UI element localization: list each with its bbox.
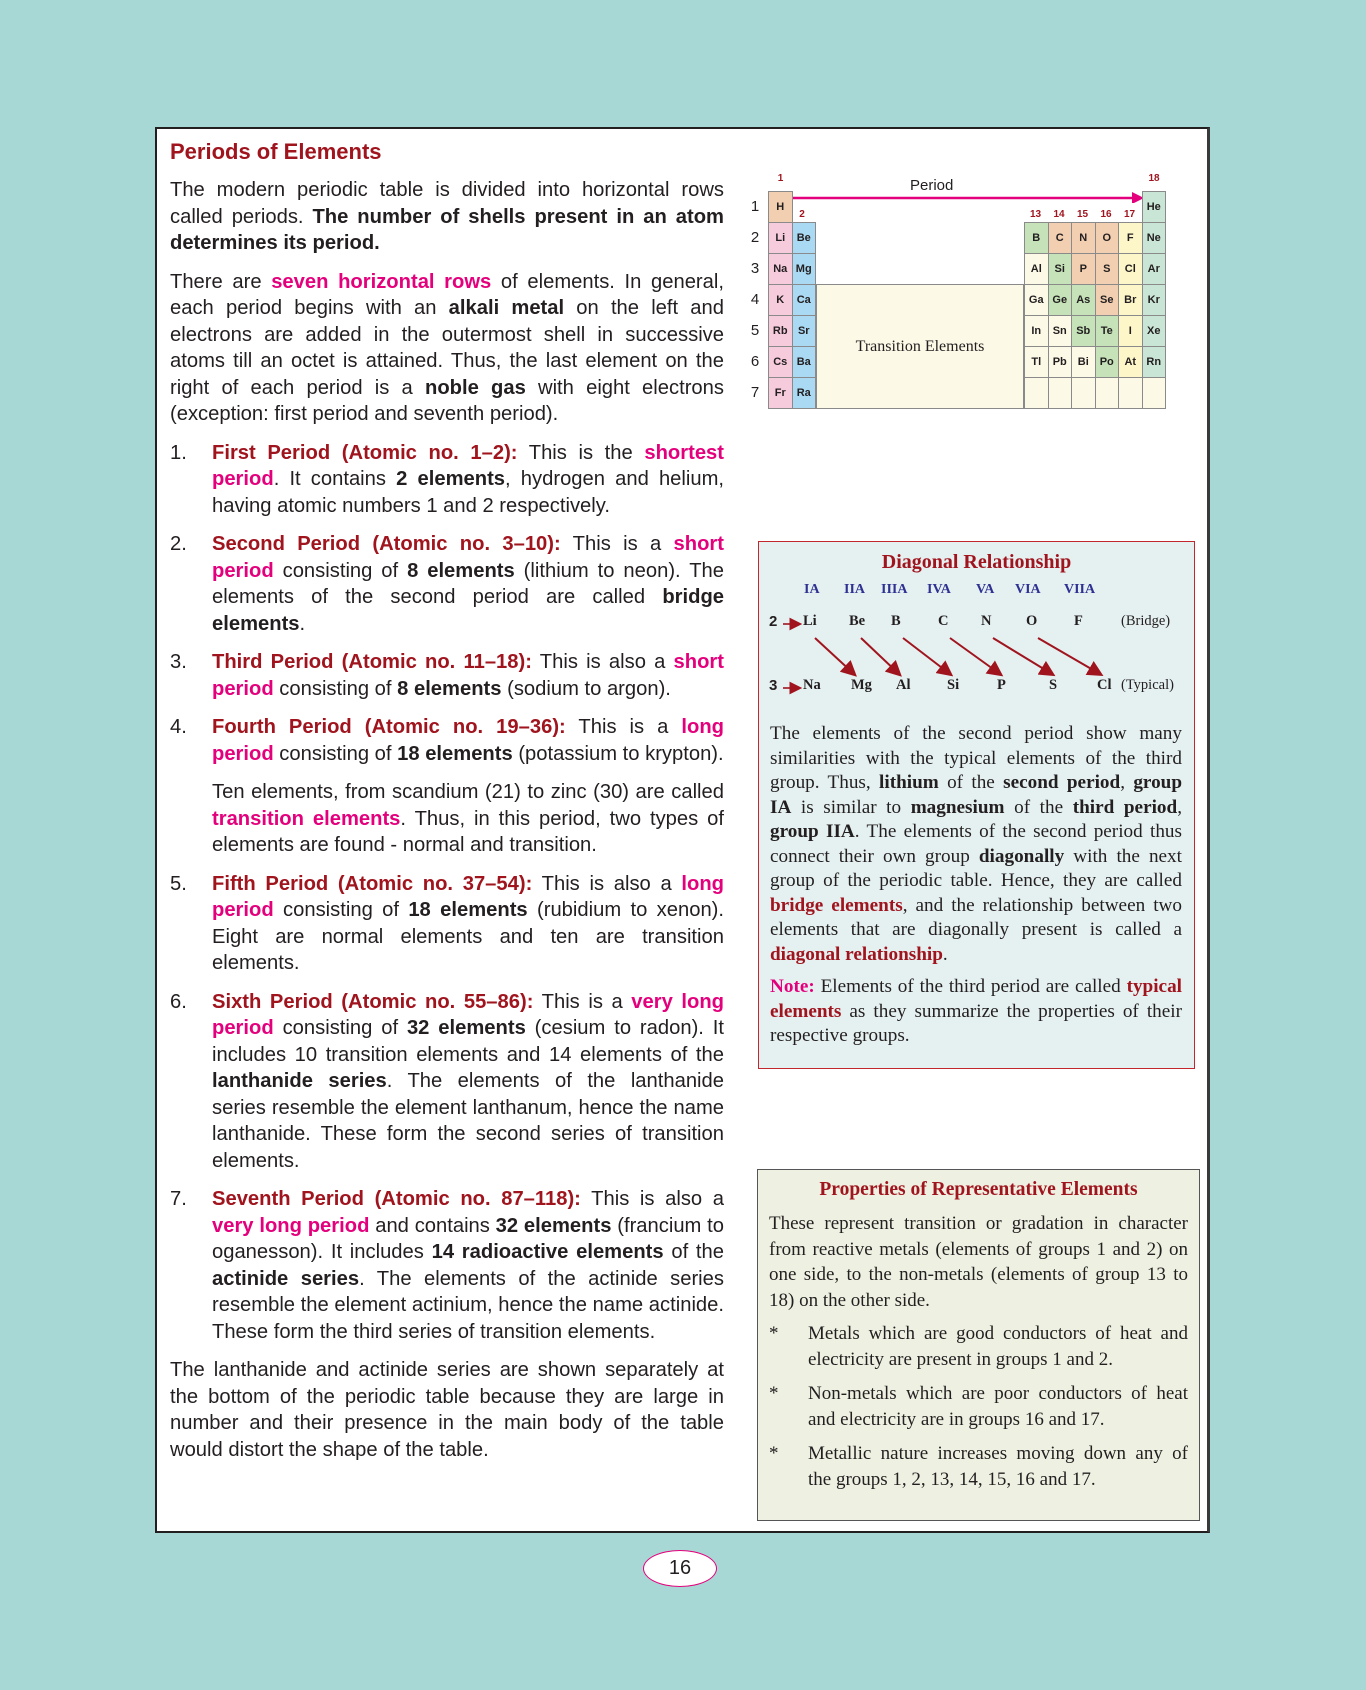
element-cell-te: Te xyxy=(1095,315,1120,347)
bridge-element-o: O xyxy=(1026,613,1038,629)
emphasis-text: diagonal relationship xyxy=(770,943,943,965)
element-cell-empty xyxy=(1142,377,1167,409)
text-run: is similar to xyxy=(791,796,911,818)
properties-list-item xyxy=(769,1381,1188,1432)
emphasis-text: 8 elements xyxy=(407,559,515,582)
emphasis-text: noble gas xyxy=(424,376,526,399)
properties-list-item xyxy=(769,1441,1188,1492)
diagonal-relationship-box xyxy=(758,541,1195,1069)
bridge-element-li: Li xyxy=(803,613,817,629)
emphasis-text: 32 elements xyxy=(406,1017,526,1039)
period-number-label: 4 xyxy=(750,291,760,308)
period-item-6 xyxy=(170,989,724,1175)
group-label: 15 xyxy=(1076,209,1089,220)
element-cell-sb: Sb xyxy=(1071,315,1096,347)
emphasis-text: Fifth Period (Atomic no. 37–54): xyxy=(212,872,533,895)
element-cell-b: B xyxy=(1024,222,1049,254)
text-run: The elements of the second period show many similarities with the typical elements of the third group. Thus, xyxy=(770,723,1182,793)
properties-list-item xyxy=(769,1321,1188,1372)
properties-box xyxy=(757,1169,1200,1521)
element-cell-cs: Cs xyxy=(768,346,793,378)
emphasis-text: diagonally xyxy=(978,845,1065,867)
text-run: of the xyxy=(938,772,1004,793)
element-cell-xe: Xe xyxy=(1142,315,1167,347)
element-cell-li: Li xyxy=(768,222,793,254)
emphasis-text: typical elements xyxy=(770,976,1182,1022)
element-cell-pb: Pb xyxy=(1048,346,1073,378)
element-cell-at: At xyxy=(1118,346,1143,378)
bullet-text: Metals which are good conductors of heat and electricity are present in groups 1 and 2. xyxy=(808,1323,1188,1370)
intro-paragraph-2 xyxy=(170,269,724,428)
typical-element-si: Si xyxy=(947,677,960,693)
emphasis-text: bridge elements xyxy=(212,586,724,635)
period-number-label: 5 xyxy=(750,322,760,339)
typical-element-al: Al xyxy=(896,677,911,693)
text-run: . xyxy=(942,943,948,965)
element-cell-kr: Kr xyxy=(1142,284,1167,316)
emphasis-text: Note: xyxy=(770,976,815,997)
emphasis-text: Fourth Period (Atomic no. 19–36): xyxy=(212,716,566,738)
text-run: This is a xyxy=(560,533,674,555)
element-cell-empty xyxy=(1024,377,1049,409)
group-label: 18 xyxy=(1148,173,1160,184)
text-run: Elements of the third period are called xyxy=(814,976,1127,997)
period-text xyxy=(212,991,724,1172)
bridge-element-n: N xyxy=(981,613,992,629)
diagonal-arrow-icon xyxy=(815,638,854,674)
diagonal-arrow-icon xyxy=(950,638,1000,674)
text-run: (lithium to neon). The elements of the second period are called xyxy=(212,559,724,608)
element-cell-o: O xyxy=(1095,222,1120,254)
bridge-tag: (Bridge) xyxy=(1121,613,1171,629)
periodic-table-diagram xyxy=(750,173,1210,463)
emphasis-text: 8 elements xyxy=(397,677,502,700)
typical-element-p: P xyxy=(997,677,1006,693)
text-run: consisting of xyxy=(273,742,398,765)
text-run: , xyxy=(1177,796,1182,818)
element-cell-ca: Ca xyxy=(792,284,817,316)
text-run: with the next group of the periodic table. Hence, they are called xyxy=(770,845,1182,891)
text-run: . Thus, in this period, two types of elements are found - normal and transition. xyxy=(212,807,724,856)
element-cell-in: In xyxy=(1024,315,1049,347)
text-run: This is also a xyxy=(580,1188,724,1210)
emphasis-text: shortest period xyxy=(212,441,724,490)
emphasis-text: alkali metal xyxy=(448,297,565,319)
text-run: . The elements of the lanthanide series resemble the element lanthanum, hence the name lanthanide. These form the second series of transition elements. xyxy=(212,1070,724,1172)
diagonal-arrow-icon xyxy=(903,638,950,674)
properties-box-title: Properties of Representative Elements xyxy=(819,1179,1138,1200)
diagonal-box-title: Diagonal Relationship xyxy=(881,551,1072,573)
group-label: 17 xyxy=(1123,209,1136,220)
emphasis-text: group IA xyxy=(770,772,1183,818)
text-run: consisting of xyxy=(273,559,408,582)
diagonal-note xyxy=(770,975,1182,1049)
element-cell-n: N xyxy=(1071,222,1096,254)
period-text xyxy=(212,1188,724,1343)
element-cell-s: S xyxy=(1095,253,1120,285)
group-label: 2 xyxy=(799,209,805,220)
bridge-element-be: Be xyxy=(849,613,866,629)
element-cell-ge: Ge xyxy=(1048,284,1073,316)
group-roman-label: IA xyxy=(804,582,820,597)
emphasis-text: 32 elements xyxy=(495,1214,612,1237)
element-cell-se: Se xyxy=(1095,284,1120,316)
list-number: 3. xyxy=(170,651,187,673)
element-cell-ba: Ba xyxy=(792,346,817,378)
element-cell-rn: Rn xyxy=(1142,346,1167,378)
emphasis-text: seven horizontal rows xyxy=(271,270,492,293)
transition-elements-block: Transition Elements xyxy=(816,284,1024,409)
element-cell-br: Br xyxy=(1118,284,1143,316)
emphasis-text: First Period (Atomic no. 1–2): xyxy=(212,441,518,464)
bridge-element-b: B xyxy=(891,613,901,629)
typical-element-na: Na xyxy=(803,677,821,693)
text-run: . The elements of the actinide series resemble the element actinium, hence the name actinide. These form the third series of transition elements. xyxy=(212,1267,724,1343)
page-number: 16 xyxy=(643,1550,717,1587)
emphasis-text: short period xyxy=(212,533,725,582)
text-run: This is the xyxy=(517,441,645,464)
diagonal-relationship-diagram xyxy=(759,576,1194,716)
emphasis-text: Seventh Period (Atomic no. 87–118): xyxy=(212,1188,581,1210)
list-number: 2. xyxy=(170,533,187,555)
group-roman-label: IIA xyxy=(844,582,866,597)
emphasis-text: 18 elements xyxy=(408,899,528,921)
text-run: consisting of xyxy=(273,1017,407,1039)
left-column xyxy=(170,137,724,1475)
element-cell-empty xyxy=(1071,377,1096,409)
period-3-label: 3 xyxy=(769,677,778,694)
group-roman-label: VIIA xyxy=(1064,582,1096,597)
list-number: 7. xyxy=(170,1188,187,1210)
typical-element-mg: Mg xyxy=(851,677,872,693)
text-run: This is a xyxy=(533,990,632,1013)
text-run: of elements. In general, each period begins with an xyxy=(170,270,724,319)
text-run: , and the relationship between two elements that are diagonally present is called a xyxy=(770,894,1182,940)
period-subparagraph xyxy=(212,779,724,859)
period-number-label: 2 xyxy=(750,229,760,246)
element-cell-sr: Sr xyxy=(792,315,817,347)
period-axis-label: Period xyxy=(910,177,954,194)
bullet-text: Non-metals which are poor conductors of heat and electricity are in groups 16 and 17. xyxy=(808,1383,1188,1430)
text-run: This is a xyxy=(565,716,682,738)
text-run: on the left and electrons are added in the outermost shell in successive atoms till an octet is attained. Thus, the last element on the right of each period is a xyxy=(170,297,724,399)
emphasis-text: long period xyxy=(212,872,725,921)
text-run: of the xyxy=(1004,796,1073,818)
diagonal-arrow-icon xyxy=(861,638,899,674)
asterisk-bullet-icon: * xyxy=(769,1383,779,1404)
emphasis-text: actinide series xyxy=(212,1267,360,1290)
text-run: as they summarize the properties of their respective groups. xyxy=(770,1000,1182,1046)
group-label: 14 xyxy=(1053,209,1065,220)
text-run: (francium to oganesson). It includes xyxy=(212,1214,725,1263)
properties-list xyxy=(758,1321,1199,1492)
emphasis-text: lithium xyxy=(879,772,939,793)
element-cell-as: As xyxy=(1071,284,1096,316)
text-run: Ten elements, from scandium (21) to zinc (30) are called xyxy=(212,781,724,803)
element-cell-al: Al xyxy=(1024,253,1049,285)
text-run: This is also a xyxy=(532,872,682,895)
asterisk-bullet-icon: * xyxy=(769,1443,779,1464)
group-roman-label: IIIA xyxy=(881,582,908,597)
emphasis-text: magnesium xyxy=(910,796,1005,818)
properties-intro: These represent transition or gradation in character from reactive metals (elements of groups 1 and 2) on one side, to the non-metals (elements of group 13 to 18) on the other side. xyxy=(769,1213,1188,1311)
element-cell-he: He xyxy=(1142,191,1167,223)
closing-paragraph: The lanthanide and actinide series are shown separately at the bottom of the periodic table because they are large in number and their presence in the main body of the table would distort the shape of the table. xyxy=(170,1359,724,1461)
text-run: and contains xyxy=(369,1214,496,1237)
element-cell-na: Na xyxy=(768,253,793,285)
element-cell-empty xyxy=(1118,377,1143,409)
element-cell-rb: Rb xyxy=(768,315,793,347)
bridge-element-f: F xyxy=(1074,613,1083,629)
element-cell-ne: Ne xyxy=(1142,222,1167,254)
period-item-4 xyxy=(170,714,724,859)
emphasis-text: bridge elements xyxy=(770,894,903,916)
element-cell-c: C xyxy=(1048,222,1073,254)
diagonal-paragraph xyxy=(770,722,1182,967)
text-run: (cesium to radon). It includes 10 transition elements and 14 elements of the xyxy=(212,1017,724,1066)
emphasis-text: Second Period (Atomic no. 3–10): xyxy=(212,533,561,555)
emphasis-text: The number of shells present in an atom determines its period. xyxy=(170,205,724,254)
element-cell-ra: Ra xyxy=(792,377,817,409)
element-cell-i: I xyxy=(1118,315,1143,347)
typical-element-cl: Cl xyxy=(1097,677,1112,693)
list-number: 1. xyxy=(170,441,187,464)
group-roman-label: VA xyxy=(976,582,995,597)
period-number-label: 6 xyxy=(750,353,760,370)
typical-element-s: S xyxy=(1049,677,1058,693)
list-number: 5. xyxy=(170,872,187,895)
text-run: This is also a xyxy=(531,651,674,673)
element-cell-ar: Ar xyxy=(1142,253,1167,285)
emphasis-text: very long period xyxy=(212,990,725,1039)
text-run: with eight electrons (exception: first period and seventh period). xyxy=(170,376,724,425)
element-cell-be: Be xyxy=(792,222,817,254)
element-cell-empty xyxy=(1048,377,1073,409)
emphasis-text: Third Period (Atomic no. 11–18): xyxy=(212,651,532,673)
intro-paragraph-1 xyxy=(170,177,724,257)
emphasis-text: second period xyxy=(1003,772,1121,793)
emphasis-text: 18 elements xyxy=(397,742,513,765)
emphasis-text: long period xyxy=(212,716,724,765)
text-run: consisting of xyxy=(273,677,398,700)
diagonal-arrow-icon xyxy=(1038,638,1100,674)
text-run: . The elements of the second period thus connect their own group xyxy=(770,821,1182,867)
diagonal-arrow-icon xyxy=(993,638,1052,674)
page-frame xyxy=(155,127,1210,1533)
period-text xyxy=(212,533,724,635)
element-cell-p: P xyxy=(1071,253,1096,285)
group-label: 1 xyxy=(777,173,784,184)
period-text xyxy=(212,651,724,700)
element-cell-fr: Fr xyxy=(768,377,793,409)
text-run: (sodium to argon). xyxy=(501,677,671,700)
emphasis-text: transition elements xyxy=(212,807,401,830)
element-cell-si: Si xyxy=(1048,253,1073,285)
element-cell-sn: Sn xyxy=(1048,315,1073,347)
text-run: . xyxy=(299,612,306,635)
period-2-label: 2 xyxy=(769,613,778,630)
period-item-1 xyxy=(170,440,724,520)
emphasis-text: group IIA xyxy=(770,821,855,842)
asterisk-bullet-icon: * xyxy=(769,1323,779,1344)
group-roman-label: VIA xyxy=(1015,582,1041,597)
text-run: (rubidium to xenon). Eight are normal elements and ten are transition elements. xyxy=(212,899,724,974)
period-text xyxy=(212,442,724,517)
element-cell-k: K xyxy=(768,284,793,316)
group-label: 13 xyxy=(1029,209,1042,220)
period-text xyxy=(212,716,724,765)
emphasis-text: short period xyxy=(212,651,725,700)
text-run: , xyxy=(1120,772,1134,793)
element-cell-h: H xyxy=(768,191,793,223)
list-number: 6. xyxy=(170,990,187,1013)
list-number: 4. xyxy=(170,716,187,738)
section-title: Periods of Elements xyxy=(170,139,382,164)
element-cell-po: Po xyxy=(1095,346,1120,378)
text-run: of the xyxy=(663,1241,724,1263)
period-item-3 xyxy=(170,649,724,702)
text-run: The modern periodic table is divided into horizontal rows called periods. xyxy=(170,179,724,228)
period-number-label: 7 xyxy=(750,384,760,401)
period-item-5 xyxy=(170,871,724,977)
element-cell-tl: Tl xyxy=(1024,346,1049,378)
text-run: , hydrogen and helium, having atomic numbers 1 and 2 respectively. xyxy=(212,468,725,517)
typical-tag: (Typical) xyxy=(1121,677,1174,693)
periods-list xyxy=(170,440,724,1346)
emphasis-text: 14 radioactive elements xyxy=(431,1241,664,1263)
text-run: . It contains xyxy=(273,468,397,490)
period-number-label: 1 xyxy=(750,198,760,215)
emphasis-text: very long period xyxy=(212,1214,370,1237)
emphasis-text: third period xyxy=(1072,796,1178,818)
diagonal-box-body xyxy=(759,722,1194,1049)
period-item-2 xyxy=(170,531,724,637)
text-run: (potassium to krypton). xyxy=(512,742,724,765)
element-cell-bi: Bi xyxy=(1071,346,1096,378)
element-cell-f: F xyxy=(1118,222,1143,254)
emphasis-text: 2 elements xyxy=(396,468,506,490)
bullet-text: Metallic nature increases moving down any of the groups 1, 2, 13, 14, 15, 16 and 17. xyxy=(808,1443,1188,1490)
text-run: consisting of xyxy=(273,899,409,921)
element-cell-mg: Mg xyxy=(792,253,817,285)
period-number-label: 3 xyxy=(750,260,760,277)
element-cell-cl: Cl xyxy=(1118,253,1143,285)
bridge-element-c: C xyxy=(938,613,949,629)
period-item-7 xyxy=(170,1186,724,1345)
element-cell-ga: Ga xyxy=(1024,284,1049,316)
group-label: 16 xyxy=(1100,209,1112,220)
element-cell-empty xyxy=(1095,377,1120,409)
emphasis-text: lanthanide series xyxy=(212,1070,387,1092)
group-roman-label: IVA xyxy=(927,582,951,597)
period-text xyxy=(212,873,724,975)
emphasis-text: Sixth Period (Atomic no. 55–86): xyxy=(212,990,534,1013)
text-run: There are xyxy=(170,270,272,293)
